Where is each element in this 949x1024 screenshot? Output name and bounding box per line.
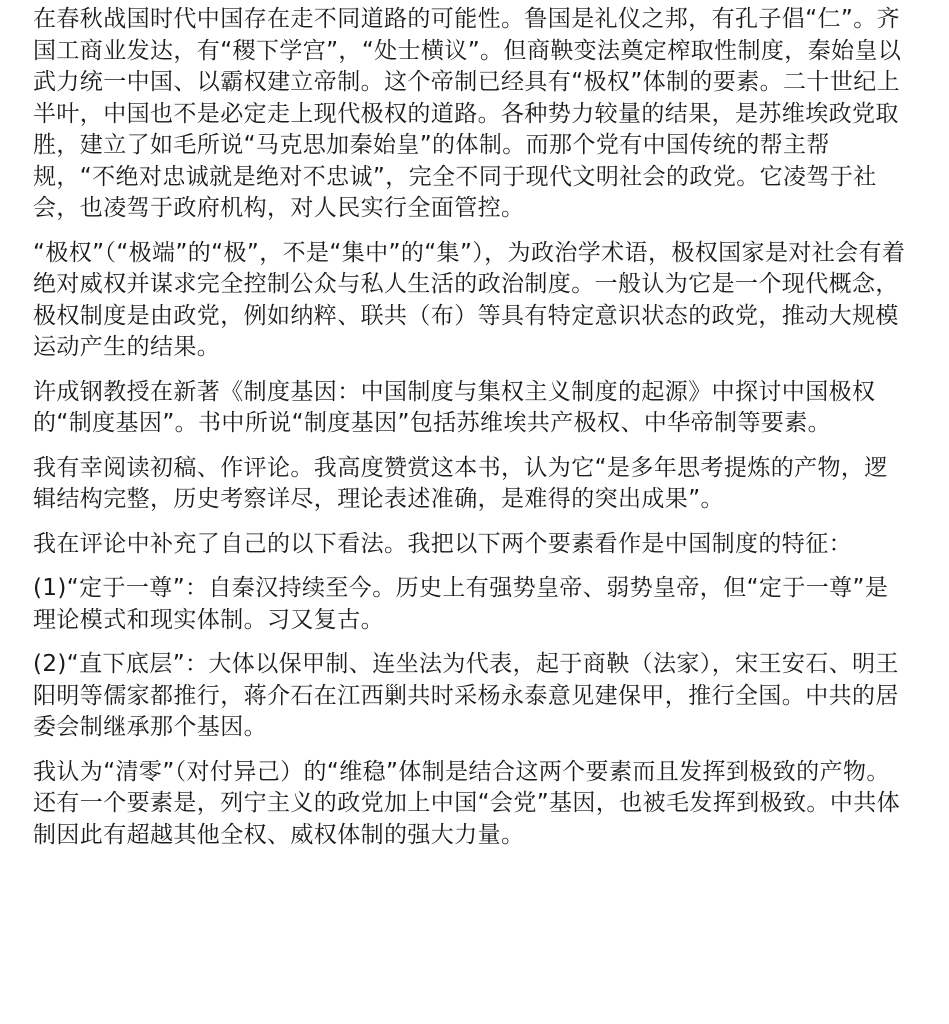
paragraph-totalitarian-definition: “极权”（“极端”的“极”，不是“集中”的“集”），为政治学术语，极权国家是对社会有着绝对威权并谋求完全控制公众与私人生活的政治制度。一般认为它是一个现代概念，极权制度是由政党，例如纳粹、联共（布）等具有特定意识状态的政党，推动大规模运动产生的结果。 [33, 239, 906, 360]
paragraph-spring-autumn: 在春秋战国时代中国存在走不同道路的可能性。鲁国是礼仪之邦，有孔子倡“仁”。齐国工商业发达，有“稷下学宫”，“处士横议”。但商鞅变法奠定榨取性制度，秦始皇以武力统一中国、以霸权建立帝制。这个帝制已经具有“极权”体制的要素。二十世纪上半叶，中国也不是必定走上现代极权的道路。各种势力较量的结果，是苏维埃政党取胜，建立了如毛所说“马克思加秦始皇”的体制。而那个党有中国传统的帮主帮规，“不绝对忠诚就是绝对不忠诚”，完全不同于现代文明社会的政党。它凌驾于社会，也凌驾于政府机构，对人民实行全面管控。 [33, 6, 902, 221]
paragraph-element-one: (1)“定于一尊”：自秦汉持续至今。历史上有强势皇帝、弱势皇帝，但“定于一尊”是理论模式和现实体制。习又复古。 [33, 575, 889, 633]
paragraph-review-praise: 我有幸阅读初稿、作评论。我高度赞赏这本书，认为它“是多年思考提炼的产物，逻辑结构完整，历史考察详尽，理论表述准确，是难得的突出成果”。 [33, 454, 888, 512]
paragraph-conclusion: 我认为“清零”（对付异己）的“维稳”体制是结合这两个要素而且发挥到极致的产物。还有一个要素是，列宁主义的政党加上中国“会党”基因，也被毛发挥到极致。中共体制因此有超越其他全权、威权体制的强大力量。 [33, 758, 901, 848]
paragraph-element-two: (2)“直下底层”：大体以保甲制、连坐法为代表，起于商鞅（法家），宋王安石、明王阳明等儒家都推行，蒋介石在江西剿共时采杨永泰意见建保甲，推行全国。中共的居委会制继承那个基因。 [33, 651, 899, 740]
paragraph-two-elements-intro: 我在评论中补充了自己的以下看法。我把以下两个要素看作是中国制度的特征： [33, 530, 852, 557]
paragraph-institutional-genes-book: 许成钢教授在新著《制度基因：中国制度与集权主义制度的起源》中探讨中国极权的“制度基因”。书中所说“制度基因”包括苏维埃共产极权、中华帝制等要素。 [33, 378, 876, 436]
